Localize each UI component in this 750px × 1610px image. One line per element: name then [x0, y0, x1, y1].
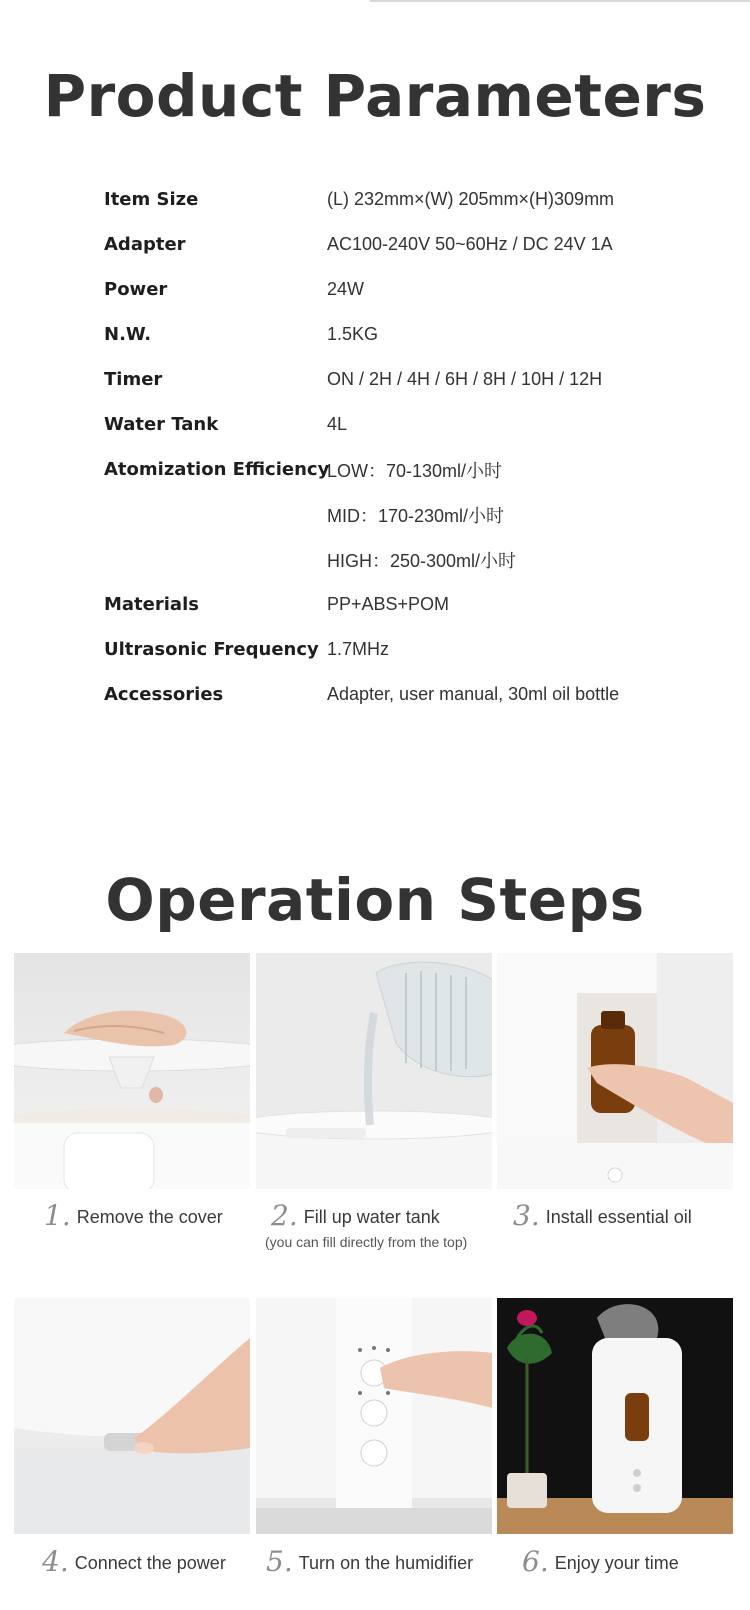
param-row-atomization-low — [104, 447, 664, 492]
step-text: Enjoy your time — [554, 1553, 679, 1573]
param-value: ON / 2H / 4H / 6H / 8H / 10H / 12H — [327, 369, 603, 389]
param-value: Adapter, user manual, 30ml oil bottle — [327, 684, 620, 704]
param-label: Item Size — [104, 189, 199, 210]
param-row-atomization-mid — [104, 492, 664, 537]
step-number: 2. — [271, 1199, 298, 1232]
param-value: 1.5KG — [327, 324, 379, 344]
step-note: (you can fill directly from the top) — [265, 1234, 468, 1250]
step-text: Turn on the humidifier — [298, 1553, 474, 1573]
step-4-photo — [14, 1298, 250, 1534]
param-label: Power — [104, 279, 168, 300]
param-label: Timer — [104, 369, 163, 390]
param-value: AC100-240V 50~60Hz / DC 24V 1A — [327, 234, 613, 254]
step-text: Fill up water tank — [303, 1207, 440, 1227]
param-row-timer — [104, 357, 664, 402]
param-label: Atomization Efficiency — [104, 459, 330, 480]
step-3-photo — [497, 953, 733, 1189]
param-row-water-tank — [104, 402, 664, 447]
param-row-accessories — [104, 672, 664, 717]
operation-steps-title: Operation Steps — [105, 866, 645, 934]
step-number: 4. — [42, 1545, 69, 1578]
param-label: N.W. — [104, 324, 152, 345]
param-value: PP+ABS+POM — [327, 594, 450, 614]
step-3-caption — [513, 1199, 743, 1232]
param-value: MID：170-230ml/小时 — [327, 505, 505, 526]
step-6-caption — [522, 1545, 742, 1578]
step-4-caption — [42, 1545, 282, 1578]
param-row-power — [104, 267, 664, 312]
step-5-caption — [266, 1545, 496, 1578]
step-5-photo — [256, 1298, 492, 1534]
param-value: LOW：70-130ml/小时 — [327, 460, 503, 481]
param-row-atomization-high — [104, 537, 664, 582]
param-row-materials — [104, 582, 664, 627]
top-divider — [370, 0, 750, 2]
param-value: 24W — [327, 279, 365, 299]
param-value: HIGH：250-300ml/小时 — [327, 550, 517, 571]
parameters-table — [104, 177, 664, 717]
param-value: (L) 232mm×(W) 205mm×(H)309mm — [327, 189, 615, 209]
step-text: Remove the cover — [76, 1207, 223, 1227]
step-1-photo — [14, 953, 250, 1189]
param-value: 4L — [327, 414, 348, 434]
param-row-item-size — [104, 177, 664, 222]
param-row-net-weight — [104, 312, 664, 357]
param-label: Ultrasonic Frequency — [104, 639, 319, 660]
param-label: Water Tank — [104, 414, 219, 435]
param-row-adapter — [104, 222, 664, 267]
param-label: Adapter — [104, 234, 186, 255]
step-number: 6. — [522, 1545, 549, 1578]
step-number: 5. — [266, 1545, 293, 1578]
param-row-ultrasonic-frequency — [104, 627, 664, 672]
step-2-caption — [265, 1199, 501, 1250]
step-number: 1. — [44, 1199, 71, 1232]
param-label: Accessories — [104, 684, 224, 705]
product-parameters-title: Product Parameters — [43, 62, 707, 130]
step-text: Install essential oil — [545, 1207, 692, 1227]
step-1-caption — [44, 1199, 284, 1232]
step-2-photo — [256, 953, 492, 1189]
step-6-photo — [497, 1298, 733, 1534]
step-text: Connect the power — [74, 1553, 226, 1573]
param-label: Materials — [104, 594, 199, 615]
step-number: 3. — [513, 1199, 540, 1232]
param-value: 1.7MHz — [327, 639, 390, 659]
